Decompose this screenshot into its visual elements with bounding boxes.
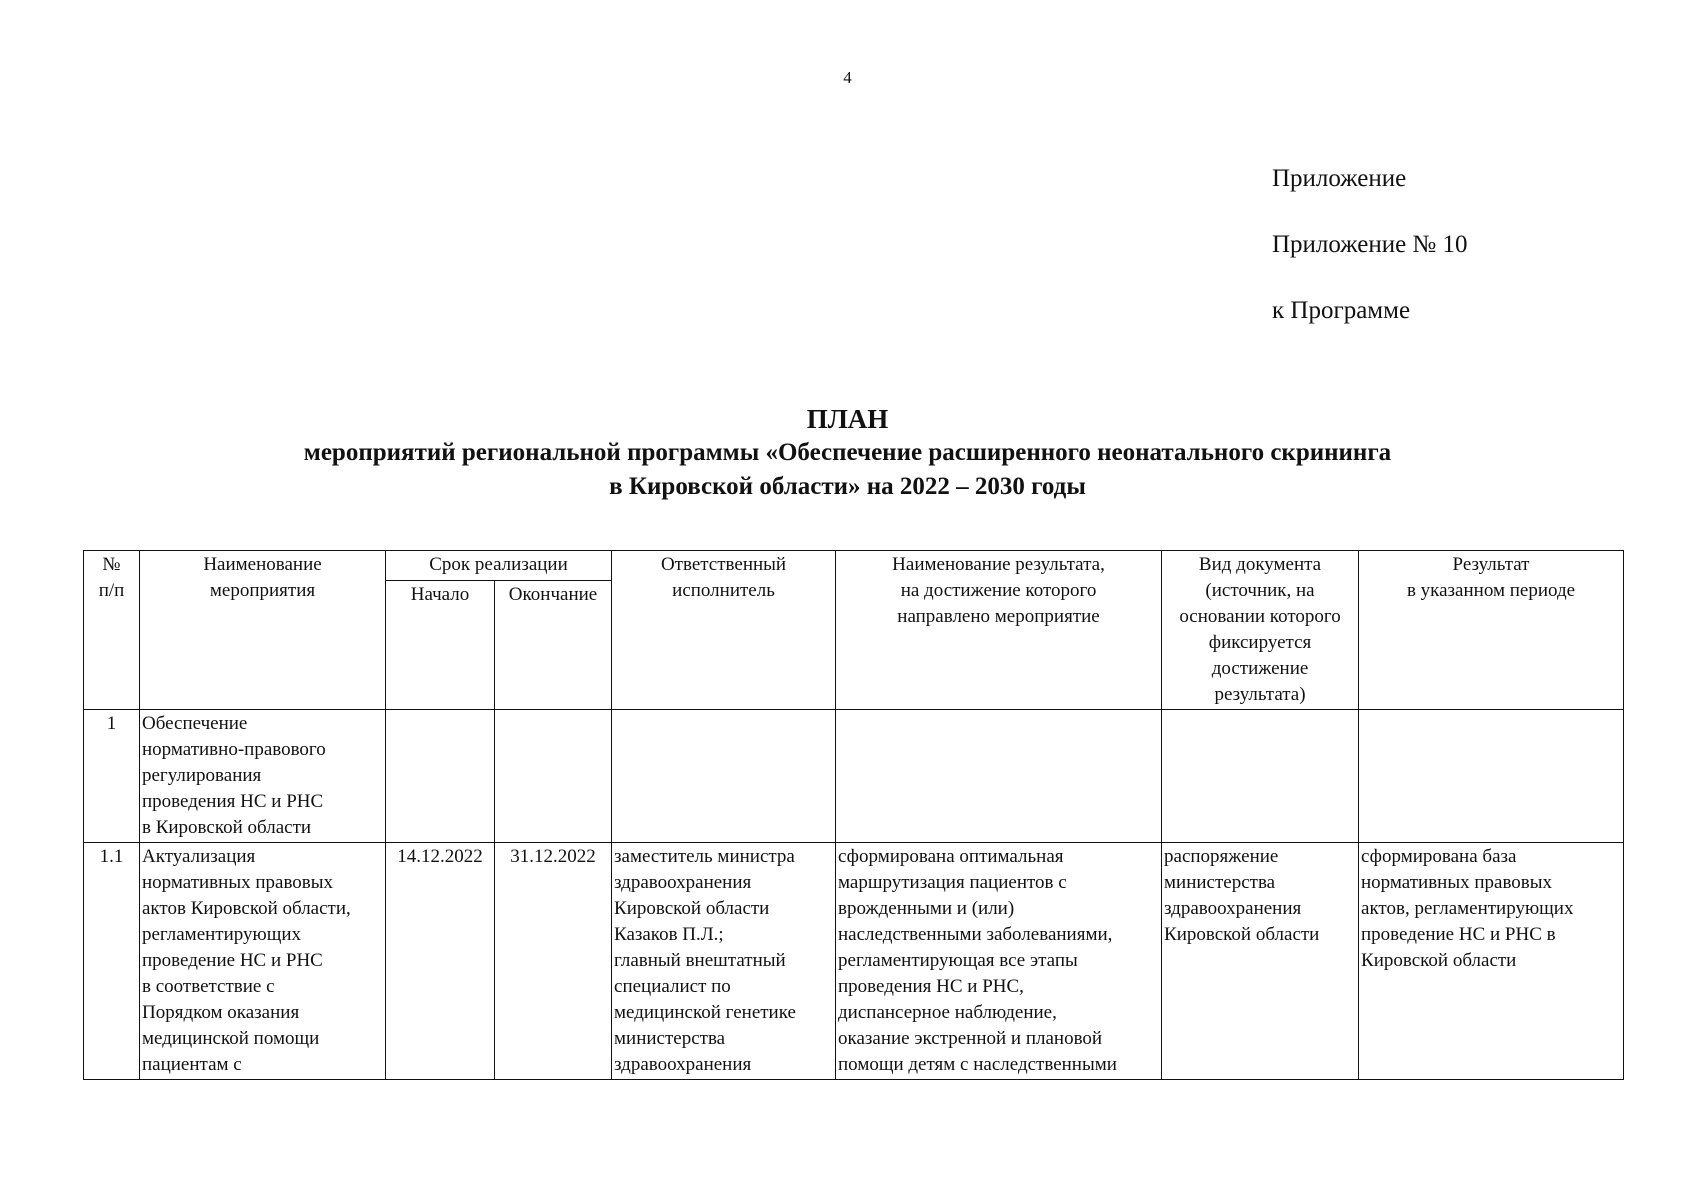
row-executor: [612, 710, 836, 843]
row-result-name: [836, 710, 1162, 843]
header-start: Начало: [386, 580, 495, 709]
title-line-2: в Кировской области» на 2022 – 2030 годы: [609, 473, 1086, 500]
document-title: [0, 402, 1695, 504]
row-start: [386, 710, 495, 843]
row-num: 1.1: [84, 843, 140, 1080]
header-result: Результат в указанном периоде: [1359, 551, 1624, 710]
header-num: № п/п: [84, 551, 140, 710]
header-doc-type: Вид документа (источник, на основании которого фиксируется достижение результата): [1162, 551, 1359, 710]
table-header-row: [84, 551, 1624, 581]
title-main: ПЛАН: [806, 404, 889, 434]
row-result-name: сформирована оптимальная маршрутизация пациентов с врожденными и (или) наследственными заболеваниями, регламентирующая все этапы проведения НС и РНС, диспансерное наблюдение, оказание экстренной и плановой помощи детям с наследственными: [836, 843, 1162, 1080]
row-name: Обеспечение нормативно-правового регулирования проведения НС и РНС в Кировской области: [140, 710, 386, 843]
header-period: Срок реализации: [386, 551, 612, 581]
row-executor: заместитель министра здравоохранения Кировской области Казаков П.Л.; главный внештатный специалист по медицинской генетике министерства здравоохранения: [612, 843, 836, 1080]
table-row: [84, 710, 1624, 843]
row-end: 31.12.2022: [495, 843, 612, 1080]
header-end: Окончание: [495, 580, 612, 709]
header-executor: Ответственный исполнитель: [612, 551, 836, 710]
row-start: 14.12.2022: [386, 843, 495, 1080]
appendix-line-2: Приложение № 10: [1272, 231, 1468, 258]
appendix-line-3: к Программе: [1272, 297, 1411, 324]
title-line-1: мероприятий региональной программы «Обеспечение расширенного неонатального скрининга: [303, 439, 1392, 466]
row-num: 1: [84, 710, 140, 843]
page-number: 4: [843, 68, 852, 87]
row-result: [1359, 710, 1624, 843]
row-doc-type: [1162, 710, 1359, 843]
appendix-line-1: Приложение: [1272, 165, 1407, 192]
header-name: Наименование мероприятия: [140, 551, 386, 710]
plan-table: [83, 550, 1624, 1080]
row-name: Актуализация нормативных правовых актов Кировской области, регламентирующих проведение НС и РНС в соответствие с Порядком оказания медицинской помощи пациентам с: [140, 843, 386, 1080]
appendix-block: [1272, 166, 1468, 364]
row-end: [495, 710, 612, 843]
table-row: [84, 843, 1624, 1080]
header-result-name: Наименование результата, на достижение которого направлено мероприятие: [836, 551, 1162, 710]
row-result: сформирована база нормативных правовых актов, регламентирующих проведение НС и РНС в Кировской области: [1359, 843, 1624, 1080]
row-doc-type: распоряжение министерства здравоохранения Кировской области: [1162, 843, 1359, 1080]
